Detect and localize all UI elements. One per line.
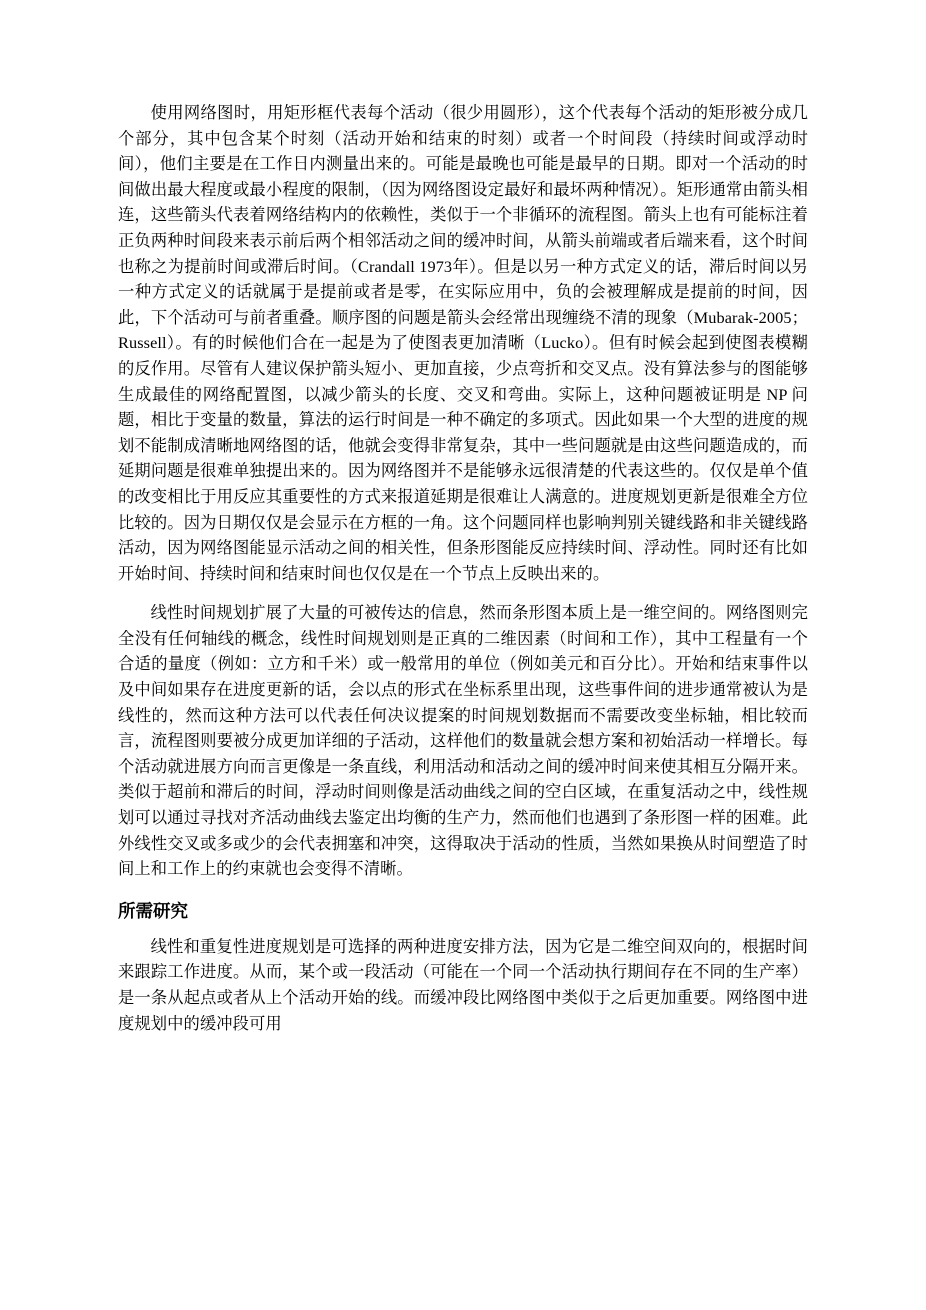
document-body [118,100,808,1036]
paragraph-required-research-body: 线性和重复性进度规划是可选择的两种进度安排方法，因为它是二维空间双向的，根据时间来跟踪工作进度。从而，某个或一段活动（可能在一个同一个活动执行期间存在不同的生产率）是一条从起点或者从上个活动开始的线。而缓冲段比网络图中类似于之后更加重要。网络图中进度规划中的缓冲段可用 [118,936,808,1033]
paragraph-network-diagram: 使用网络图时，用矩形框代表每个活动（很少用圆形），这个代表每个活动的矩形被分成几个部分，其中包含某个时刻（活动开始和结束的时刻）或者一个时间段（持续时间或浮动时间），他们主要是在工作日内测量出来的。可能是最晚也可能是最早的日期。即对一个活动的时间做出最大程度或最小程度的限制，（因为网络图设定最好和最坏两种情况）。矩形通常由箭头相连，这些箭头代表着网络结构内的依赖性，类似于一个非循环的流程图。箭头上也有可能标注着正负两种时间段来表示前后两个相邻活动之间的缓冲时间，从箭头前端或者后端来看，这个时间也称之为提前时间或滞后时间。（Crandall 1973年）。但是以另一种方式定义的话，滞后时间以另一种方式定义的话就属于是提前或者是零，在实际应用中，负的会被理解成是提前的时间，因此，下个活动可与前者重叠。顺序图的问题是箭头会经常出现缠绕不清的现象（Mubarak-2005；Russell）。有的时候他们合在一起是为了使图表更加清晰（Lucko）。但有时候会起到使图表模糊的反作用。尽管有人建议保护箭头短小、更加直接，少点弯折和交叉点。没有算法参与的图能够生成最佳的网络配置图，以减少箭头的长度、交叉和弯曲。实际上，这种问题被证明是 NP 问题，相比于变量的数量，算法的运行时间是一种不确定的多项式。因此如果一个大型的进度的规划不能制成清晰地网络图的话，他就会变得非常复杂，其中一些问题就是由这些问题造成的，而延期问题是很难单独提出来的。因为网络图并不是能够永远很清楚的代表这些的。仅仅是单个值的改变相比于用反应其重要性的方式来报道延期是很难让人满意的。进度规划更新是很难全方位比较的。因为日期仅仅是会显示在方框的一角。这个问题同样也影响判别关键线路和非关键线路活动，因为网络图能显示活动之间的相关性，但条形图能反应持续时间、浮动性。同时还有比如开始时间、持续时间和结束时间也仅仅是在一个节点上反映出来的。 [118,103,808,583]
heading-required-research: 所需研究 [118,900,188,921]
paragraph-linear-schedule: 线性时间规划扩展了大量的可被传达的信息，然而条形图本质上是一维空间的。网络图则完全没有任何轴线的概念，线性时间规划则是正真的二维因素（时间和工作），其中工程量有一个合适的量度（例如：立方和千米）或一般常用的单位（例如美元和百分比）。开始和结束事件以及中间如果存在进度更新的话，会以点的形式在坐标系里出现，这些事件间的进步通常被认为是线性的，然而这种方法可以代表任何决议提案的时间规划数据而不需要改变坐标轴，相比较而言，流程图则要被分成更加详细的子活动，这样他们的数量就会想方案和初始活动一样增长。每个活动就进展方向而言更像是一条直线，利用活动和活动之间的缓冲时间来使其相互分隔开来。类似于超前和滞后的时间，浮动时间则像是活动曲线之间的空白区域，在重复活动之中，线性规划可以通过寻找对齐活动曲线去鉴定出均衡的生产力，然而他们也遇到了条形图一样的困难。此外线性交叉或多或少的会代表拥塞和冲突，这得取决于活动的性质，当然如果换从时间塑造了时间上和工作上的约束就也会变得不清晰。 [118,603,808,879]
